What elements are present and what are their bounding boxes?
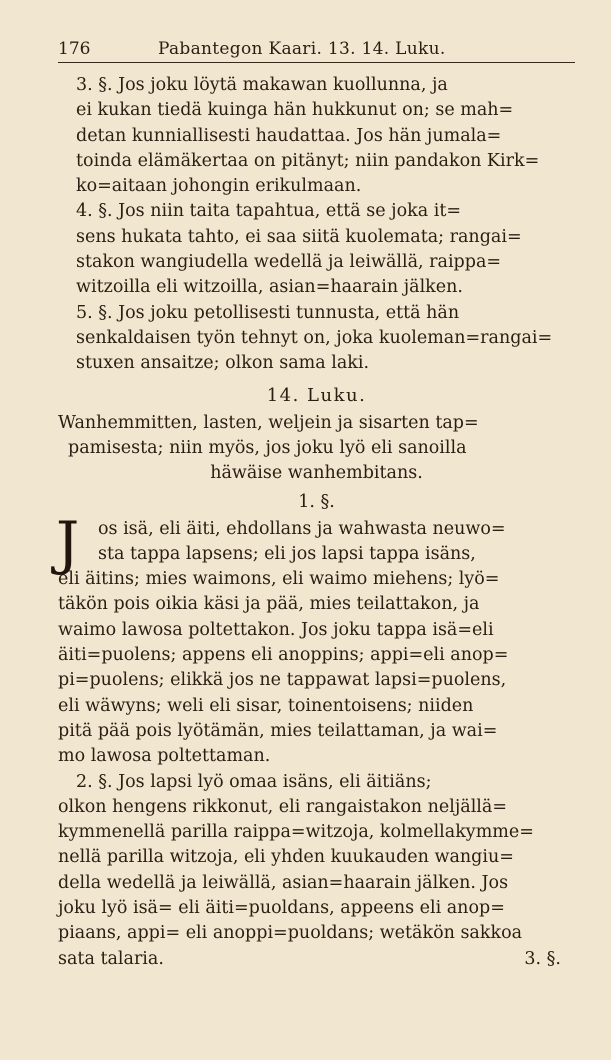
last-line-with-catchword [58,947,575,972]
summary-line: pamisesta; niin myös, jos joku lyö eli sanoilla [68,437,467,458]
text-line: detan kunniallisesti haudattaa. Jos hän jumala= [76,125,502,146]
text-line: ei kukan tiedä kuinga hän hukkunut on; se mah= [76,100,514,121]
text-line: täkön pois oikia käsi ja pää, mies teilattakon, ja [58,594,480,615]
chapter-summary [58,411,575,486]
section-mark: 1. §. [298,491,335,512]
running-title: Pabantegon Kaari. 13. 14. Luku. [158,39,446,59]
page-number: 176 [58,39,91,59]
text-line: nellä parilla witzoja, eli yhden kuukauden wangiu= [58,847,514,868]
summary-line: Wanhemmitten, lasten, weljein ja sisarten tap= [58,412,479,433]
section-13-5 [58,301,575,377]
section-13-4 [58,199,575,300]
section-13-3 [58,73,575,199]
text-line: senkaldaisen työn tehnyt on, joka kuoleman=rangai= [76,327,553,348]
text-line: os isä, eli äiti, ehdollans ja wahwasta neuwo= [98,518,506,539]
text-line: joku lyö isä= eli äiti=puoldans, appeens eli anop= [58,898,505,919]
text-line: pi=puolens; elikkä jos ne tappawat lapsi=puolens, [58,670,507,691]
text-line: 4. §. Jos niin taita tapahtua, että se joka it= [76,201,462,222]
text-line: pitä pää pois lyötämän, mies teilattaman, ja wai= [58,720,498,741]
text-line: mo lawosa poltettaman. [58,746,271,767]
text-line: 2. §. Jos lapsi lyö omaa isäns, eli äitiäns; [76,771,432,792]
chapter-heading: 14. Luku. [266,384,367,406]
text-line: piaans, appi= eli anoppi=puoldans; wetäkön sakkoa [58,923,523,944]
text-line: stakon wangiudella wedellä ja leiwällä, raippa= [76,252,502,273]
text-line: äiti=puolens; appens eli anoppins; appi=eli anop= [58,645,509,666]
text-line: della wedellä ja leiwällä, asian=haarain jälken. Jos [58,872,509,893]
text-line: toinda elämäkertaa on pitänyt; niin pandakon Kirk= [76,150,540,171]
summary-line: häwäise wanhembitans. [210,462,423,483]
catchword: 3. §. [524,948,561,969]
drop-cap: J [56,508,80,577]
text-line: kymmenellä parilla raippa=witzoja, kolmellakymme= [58,822,534,843]
text-line: ko=aitaan johongin erikulmaan. [76,176,362,197]
text-line: witzoilla eli witzoilla, asian=haarain jälken. [76,277,463,298]
text-line: sata talaria. [58,948,164,969]
text-line: eli wäwyns; weli eli sisar, toinentoisens; niiden [58,695,474,716]
text-line: stuxen ansaitze; olkon sama laki. [76,353,370,374]
text-line: sens hukata tahto, ei saa siitä kuolemata; rangai= [76,226,522,247]
text-line: 3. §. Jos joku löytä makawan kuollunna, ja [76,75,448,95]
section-14-1 [56,508,575,770]
running-head [58,38,575,63]
text-line: waimo lawosa poltettakon. Jos joku tappa isä=eli [58,619,494,640]
text-line: sta tappa lapsens; eli jos lapsi tappa isäns, [98,543,476,564]
section-14-2 [58,770,575,972]
text-line: eli äitins; mies waimons, eli waimo miehens; lyö= [58,569,500,590]
text-line: olkon hengens rikkonut, eli rangaistakon neljällä= [58,796,507,817]
text-line: 5. §. Jos joku petollisesti tunnusta, että hän [76,302,460,323]
